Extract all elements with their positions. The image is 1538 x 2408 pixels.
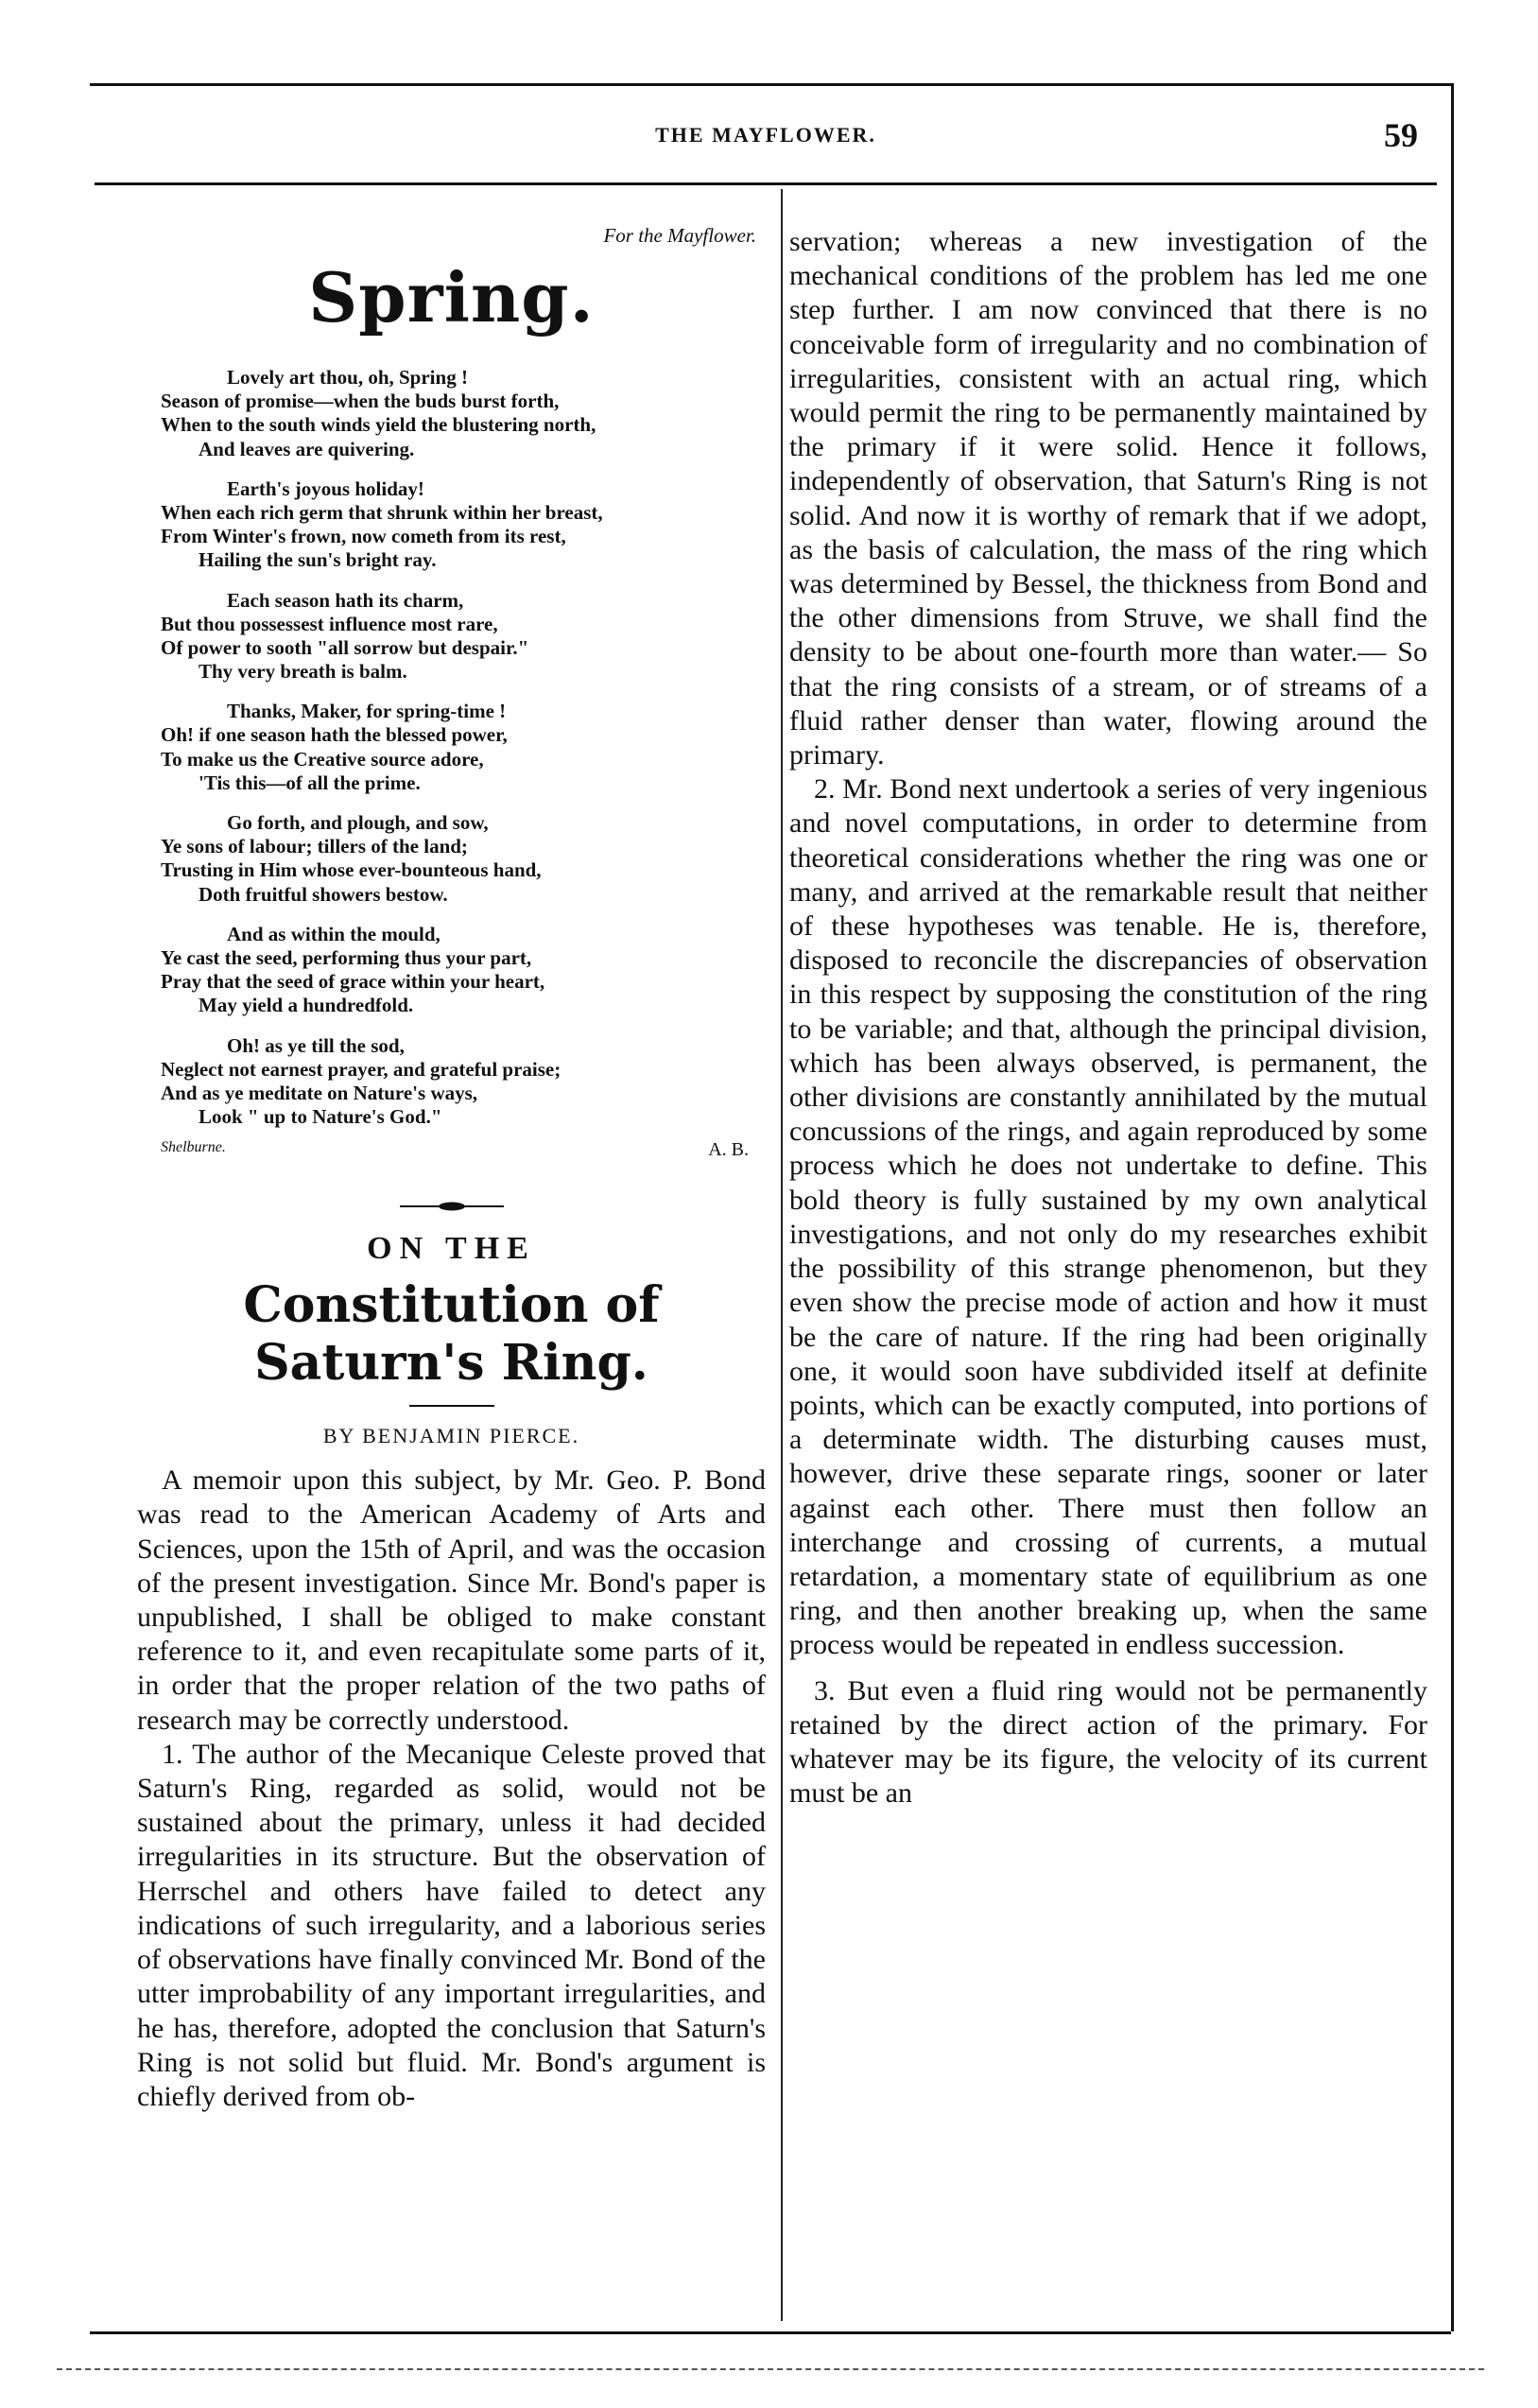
article-paragraph: 2. Mr. Bond next undertook a series of very ingenious and novel computations, in order to determine from theoretical considerations whether the ring was one or many, and arrived at the remarkable result that neither of these hypotheses was tenable. He is, therefore, disposed to reconcile the discrepancies of observation in this respect by supposing the constitution of the ring to be variable; and that, although the principal division, which has been always observed, is permanent, the other divisions are constantly annihilated by the mutual concussions of the rings, and again reproduced by some process which he does not undertake to define. This bold theory is fully sustained by my own analytical investigations, and not only do my researches exhibit the possibility of this strange phenomenon, but they even show the precise mode of action and how it must be the care of nature. If the ring had been originally one, it would soon have subdivided itself at definite points, which can be exactly computed, into portions of a determinate width. The disturbing causes must, however, drive these separate rings, sooner or later against each other. There must then follow an interchange and crossing of currents, a mutual retardation, a momentary state of equilibrium as one ring, and then another breaking up, when the same process would be repeated in endless succession.: [789, 773, 1427, 1661]
poem-line: Oh! as ye till the sod,: [227, 1033, 405, 1057]
poem-line: Hailing the sun's bright ray.: [199, 548, 437, 572]
poem-line: Earth's joyous holiday!: [227, 476, 424, 500]
right-column: [789, 225, 1427, 2324]
poem-stanza: [161, 700, 766, 795]
poem-stanza: [161, 1034, 766, 1130]
poem-stanza: [161, 589, 766, 684]
poem-line: But thou possessest influence most rare,: [161, 612, 498, 635]
page-frame-right: [1451, 83, 1454, 2331]
poem-line: Thy very breath is balm.: [199, 660, 407, 684]
article-body-right: [789, 225, 1427, 1810]
poem-line: Ye sons of labour; tillers of the land;: [161, 835, 468, 858]
article-paragraph: 1. The author of the Mecanique Celeste proved that Saturn's Ring, regarded as solid, would not be sustained about the primary, unless it had decided irregularities in its structure. But the observation of Herrschel and others have failed to detect any indications of such irregularity, and a laborious series of observations have finally convinced Mr. Bond of the utter improbability of any important irregularities, and he has, therefore, adopted the conclusion that Saturn's Ring is not solid but fluid. Mr. Bond's argument is chiefly derived from ob-: [137, 1738, 766, 2112]
article-prefix: ON THE: [367, 1231, 536, 1267]
poem-stanza: [161, 366, 766, 461]
poem-line: Thanks, Maker, for spring-time !: [227, 700, 507, 723]
column-divider: [781, 189, 783, 2321]
title-rule: [409, 1405, 494, 1407]
article-title: Constitution of Saturn's Ring.: [243, 1276, 660, 1393]
article-body-left: [137, 1464, 766, 2114]
article-paragraph: 3. But even a fluid ring would not be permanently retained by the direct action of the primary. For whatever may be its figure, the velocity of its current must be an: [789, 1674, 1427, 1810]
left-column: [137, 213, 766, 2321]
poem-line: To make us the Creative source adore,: [161, 747, 484, 771]
running-title: THE MAYFLOWER.: [655, 123, 876, 147]
poem-line: When each rich germ that shrunk within her breast,: [161, 500, 603, 524]
poem-signature: [161, 1139, 749, 1161]
poem-line: Ye cast the seed, performing thus your part,: [161, 945, 532, 969]
page-frame-bottom: [90, 2331, 1451, 2334]
poem-initials: A. B.: [708, 1139, 749, 1161]
poem-line: Look " up to Nature's God.": [199, 1105, 442, 1129]
poem-place: Shelburne.: [161, 1139, 226, 1156]
poem-line: And as within the mould,: [227, 922, 441, 945]
poem-line: 'Tis this—of all the prime.: [199, 771, 421, 794]
poem-line: Pray that the seed of grace within your heart,: [161, 970, 545, 994]
poem-stanza: [161, 923, 766, 1018]
header-rule: [95, 182, 1437, 185]
article-paragraph: servation; whereas a new investigation of the mechanical conditions of the problem has led me one step further. I am now convinced that there is no conceivable form of irregularity and no combination of irregularities, consistent with an actual ring, which would permit the ring to be permanently maintained by the primary if it were solid. Hence it follows, independently of observation, that Saturn's Ring is not solid. And now it is worthy of remark that if we adopt, as the basis of calculation, the mass of the ring which was determined by Bessel, the thickness from Bond and the other dimensions from Struve, we shall find the density to be about one-fourth more than water.— So that the ring consists of a stream, or of streams of a fluid rather denser than water, flowing around the primary.: [789, 226, 1427, 771]
poem-line: When to the south winds yield the blustering north,: [161, 413, 596, 437]
poem-line: Oh! if one season hath the blessed power,: [161, 723, 508, 747]
poem-line: Trusting in Him whose ever-bounteous hand,: [161, 858, 542, 882]
poem-line: May yield a hundredfold.: [199, 994, 414, 1017]
ornament-rule-icon: [400, 1201, 504, 1212]
poem-body: [161, 366, 766, 1129]
poem-stanza: [161, 477, 766, 573]
page-frame-top: [90, 83, 1451, 86]
poem-dedication: For the Mayflower.: [603, 224, 756, 247]
poem-line: Go forth, and plough, and sow,: [227, 811, 489, 834]
article-byline: BY BENJAMIN PIERCE.: [322, 1424, 580, 1448]
page-header: [95, 113, 1437, 161]
poem-line: Each season hath its charm,: [227, 588, 464, 612]
poem-stanza: [161, 811, 766, 907]
poem-line: Neglect not earnest prayer, and grateful praise;: [161, 1057, 562, 1081]
poem-line: And as ye meditate on Nature's ways,: [161, 1081, 478, 1104]
poem-line: Lovely art thou, oh, Spring !: [227, 366, 468, 389]
page-number: 59: [1384, 116, 1418, 154]
section-ornament: [137, 1193, 766, 1218]
article-paragraph: A memoir upon this subject, by Mr. Geo. P. Bond was read to the American Academy of Arts and Sciences, upon the 15th of April, and was the occasion of the present investigation. Since Mr. Bond's paper is unpublished, I shall be obliged to make constant reference to it, and even recapitulate some parts of it, in order that the proper relation of the two paths of research may be correctly understood.: [137, 1464, 766, 1736]
poem-title: Spring.: [308, 257, 595, 338]
poem-line: Of power to sooth "all sorrow but despair.": [161, 635, 529, 659]
poem-line: Season of promise—when the buds burst forth,: [161, 390, 560, 413]
poem-line: And leaves are quivering.: [199, 437, 415, 460]
page-frame-bottom-dashed: [57, 2368, 1484, 2370]
poem-line: From Winter's frown, now cometh from its rest,: [161, 525, 566, 548]
poem-line: Doth fruitful showers bestow.: [199, 882, 448, 906]
